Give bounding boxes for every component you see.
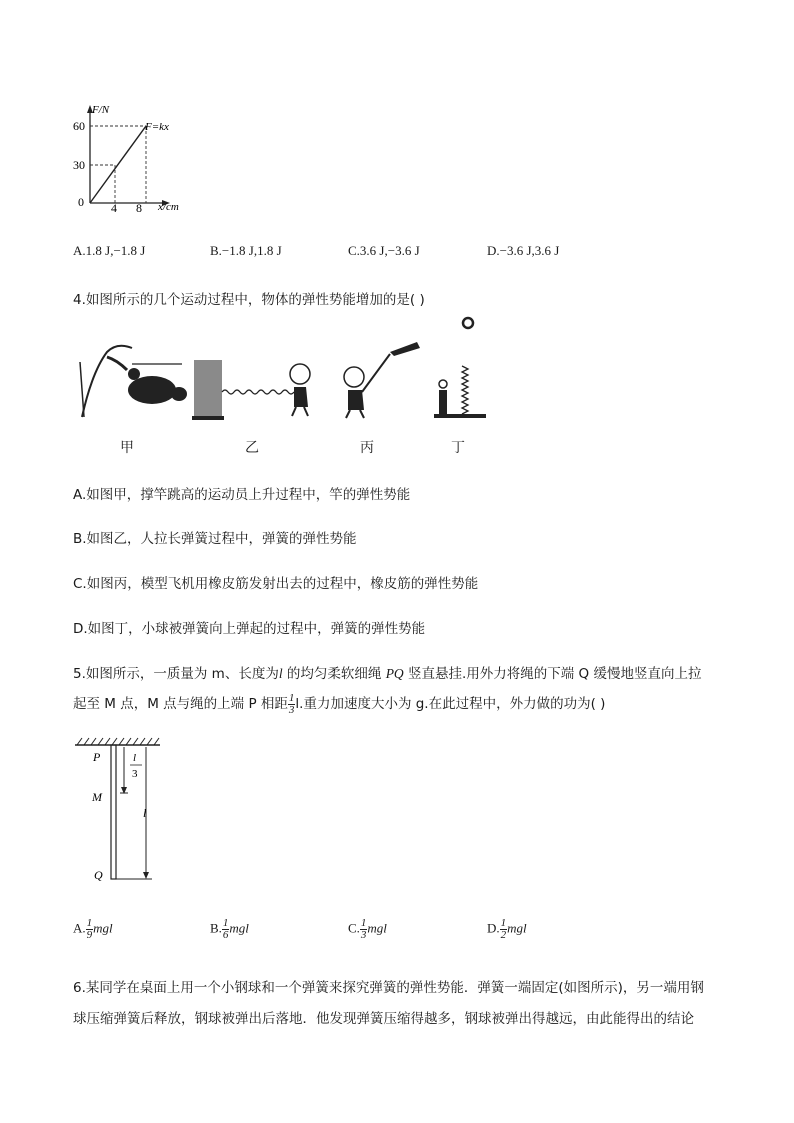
rubber-band-plane-figure (344, 342, 420, 418)
figure-label-jia: 甲 (120, 440, 134, 456)
figure-label-ding: 丁 (451, 440, 465, 456)
spring-stretch-figure (192, 360, 310, 420)
q4-option-a[interactable]: A.如图甲，撑竿跳高的运动员上升过程中，竿的弹性势能 (73, 487, 411, 503)
q3-option-a[interactable]: A.1.8 J,−1.8 J (73, 243, 146, 258)
q5-stem-line2: 起至 M 点，M 点与绳的上端 P 相距 $\frac{1}{3}$ l.重力加速度大小为 g.在此过程中，外力做的功为( ) (73, 691, 606, 716)
q4-option-d[interactable]: D.如图丁，小球被弹簧向上弹起的过程中，弹簧的弹性势能 (73, 621, 426, 637)
figure-label-bing: 丙 (360, 440, 374, 456)
q5-stem-line1: 5.如图所示，一质量为 m、长度为l 的均匀柔软细绳 PQ 竖直悬挂.用外力将绳的下端 Q 缓慢地竖直向上拉 (73, 666, 702, 682)
x-axis-label: x/cm (158, 201, 179, 213)
q5-rope-figure (70, 735, 170, 885)
q5-option-b[interactable]: B. $\frac{1}{6}$ mgl (210, 917, 249, 941)
q5-option-d[interactable]: D. $\frac{1}{2}$ mgl (487, 917, 527, 941)
q4-figures (72, 312, 492, 424)
label-p: P (93, 750, 101, 764)
y-tick-30: 30 (73, 158, 85, 172)
pole-vault-figure (80, 346, 187, 417)
one-third-fraction: $\frac{1}{3}$ (288, 691, 295, 716)
origin-label: 0 (78, 195, 84, 209)
q4-option-c[interactable]: C.如图丙，模型飞机用橡皮筋发射出去的过程中，橡皮筋的弹性势能 (73, 576, 479, 592)
label-l-third-num: l (133, 752, 137, 764)
figure-label-yi: 乙 (245, 440, 259, 456)
x-tick-8: 8 (136, 201, 142, 215)
q4-stem: 4.如图所示的几个运动过程中，物体的弹性势能增加的是( ) (73, 292, 425, 308)
label-l-third-den: 3 (132, 768, 138, 780)
label-m: M (92, 790, 102, 804)
x-tick-4: 4 (111, 201, 117, 215)
y-axis-label: F/N (92, 104, 110, 116)
q6-stem-line2: 球压缩弹簧后释放，钢球被弹出后落地．他发现弹簧压缩得越多，钢球被弹出得越远，由此能得出的结论 (73, 1011, 694, 1027)
line-label: F=kx (145, 121, 169, 133)
q5-option-a[interactable]: A. $\frac{1}{9}$ mgl (73, 917, 113, 941)
label-q: Q (94, 868, 103, 882)
q3-option-b[interactable]: B.−1.8 J,1.8 J (210, 243, 282, 258)
q6-stem-line1: 6.某同学在桌面上用一个小钢球和一个弹簧来探究弹簧的弹性势能．弹簧一端固定(如图所示)，另一端用钢 (73, 980, 704, 996)
q3-force-graph (70, 100, 200, 218)
ball-spring-figure (434, 318, 486, 418)
label-l: l (143, 806, 147, 820)
q3-option-c[interactable]: C.3.6 J,−3.6 J (348, 243, 420, 258)
q4-option-b[interactable]: B.如图乙，人拉长弹簧过程中，弹簧的弹性势能 (73, 531, 357, 547)
q5-option-c[interactable]: C. $\frac{1}{3}$ mgl (348, 917, 387, 941)
q3-option-d[interactable]: D.−3.6 J,3.6 J (487, 243, 560, 258)
y-tick-60: 60 (73, 119, 85, 133)
